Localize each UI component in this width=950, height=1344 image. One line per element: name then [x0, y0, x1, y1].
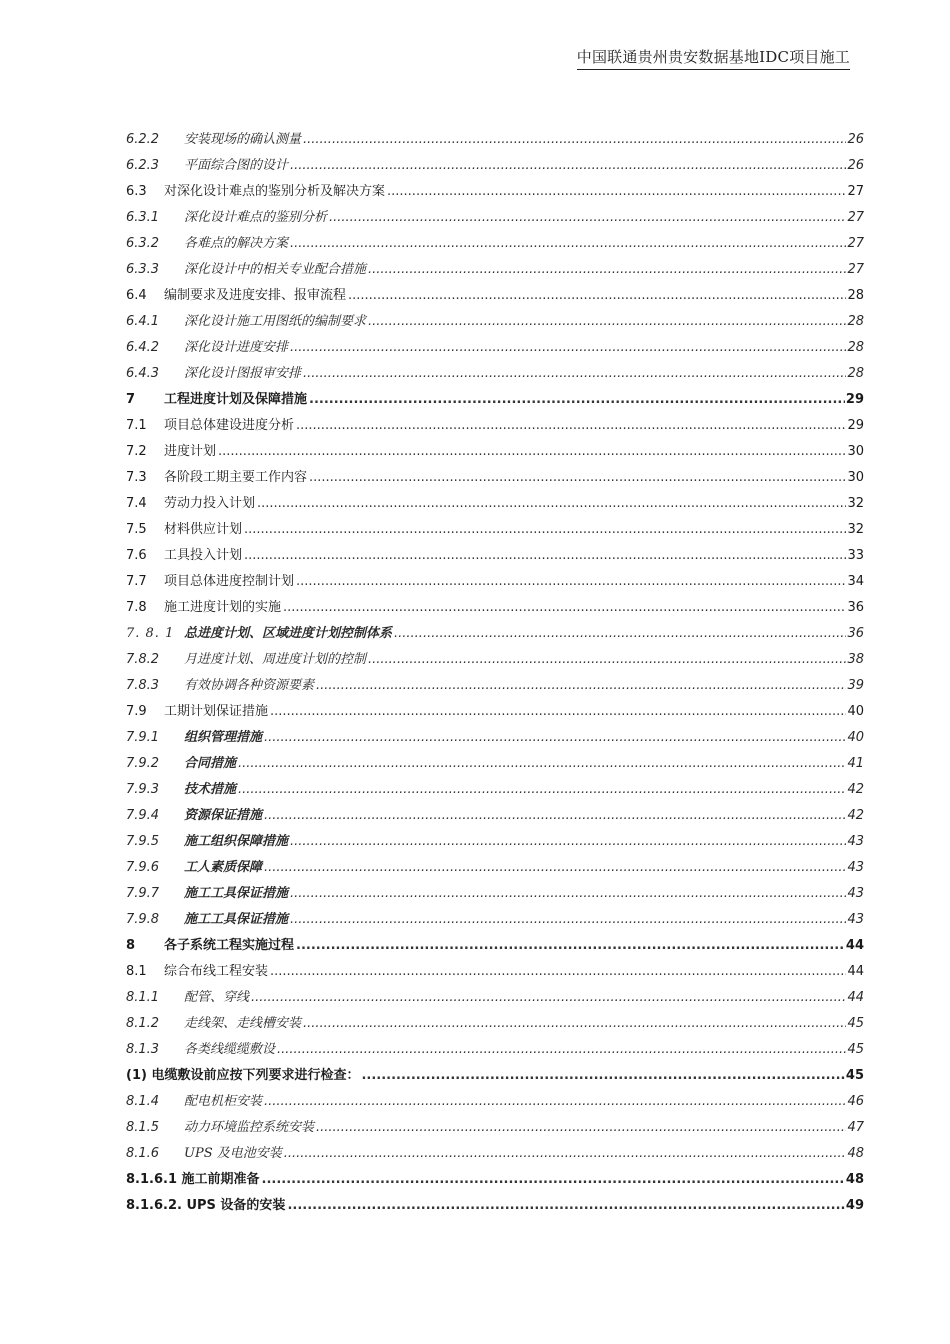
toc-dot-leader — [284, 1141, 847, 1167]
toc-entry-number: 7.9.4 — [126, 808, 160, 823]
toc-entry-number: 7.8.3 — [126, 678, 160, 693]
toc-entry-page-number: 48 — [845, 1172, 864, 1187]
toc-entry-title: 安装现场的确认测量 — [184, 132, 302, 147]
toc-entry-number: 8.1 — [126, 964, 147, 979]
toc-dot-leader — [290, 881, 846, 907]
toc-entry-number: 6.4.3 — [126, 366, 160, 381]
toc-entry[interactable] — [126, 335, 864, 361]
toc-entry[interactable] — [126, 1193, 864, 1219]
toc-entry-page-number: 45 — [847, 1016, 864, 1031]
toc-entry[interactable] — [126, 543, 864, 569]
toc-entry-number: 7.9.7 — [126, 886, 160, 901]
toc-dot-leader — [368, 647, 846, 673]
toc-entry-number: 8.1.3 — [126, 1042, 160, 1057]
toc-dot-leader — [368, 257, 846, 283]
toc-entry[interactable] — [126, 803, 864, 829]
toc-entry-title: UPS 及电池安装 — [184, 1146, 282, 1161]
toc-entry-title: 工具投入计划 — [164, 548, 243, 563]
toc-entry-page-number: 33 — [847, 548, 864, 563]
toc-entry-title: 合同措施 — [184, 756, 237, 771]
toc-dot-leader — [287, 1193, 844, 1219]
toc-entry[interactable] — [126, 153, 864, 179]
toc-entry-title: 工人素质保障 — [184, 860, 263, 875]
toc-entry-page-number: 45 — [845, 1068, 864, 1083]
toc-entry-page-number: 34 — [847, 574, 864, 589]
toc-dot-leader — [309, 465, 846, 491]
toc-dot-leader — [296, 413, 846, 439]
toc-dot-leader — [387, 179, 846, 205]
toc-entry-page-number: 30 — [847, 444, 864, 459]
toc-entry-number: 7.5 — [126, 522, 147, 537]
toc-entry-number: 7.3 — [126, 470, 147, 485]
toc-dot-leader — [361, 1063, 844, 1089]
toc-entry[interactable] — [126, 491, 864, 517]
toc-entry[interactable] — [126, 881, 864, 907]
toc-entry-page-number: 28 — [847, 288, 864, 303]
toc-entry-title: 工程进度计划及保障措施 — [164, 392, 308, 407]
toc-entry-title: 配管、穿线 — [184, 990, 250, 1005]
toc-dot-leader — [329, 205, 846, 231]
page-header: 中国联通贵州贵安数据基地IDC项目施工 — [577, 46, 850, 70]
toc-entry[interactable] — [126, 673, 864, 699]
toc-entry[interactable] — [126, 595, 864, 621]
toc-entry-number: 6.3.1 — [126, 210, 160, 225]
toc-entry-title: 深化设计中的相关专业配合措施 — [184, 262, 367, 277]
toc-entry-number: 8.1.1 — [126, 990, 160, 1005]
toc-entry[interactable] — [126, 257, 864, 283]
toc-entry[interactable] — [126, 985, 864, 1011]
toc-entry-number: 8.1.5 — [126, 1120, 160, 1135]
toc-entry-number: 7.7 — [126, 574, 147, 589]
toc-entry-title: 编制要求及进度安排、报审流程 — [164, 288, 347, 303]
toc-entry-number: 6.2.2 — [126, 132, 160, 147]
toc-entry[interactable] — [126, 387, 864, 413]
toc-entry-title: 各难点的解决方案 — [184, 236, 289, 251]
toc-entry[interactable] — [126, 1115, 864, 1141]
toc-entry-page-number: 49 — [845, 1198, 864, 1213]
toc-entry-page-number: 38 — [847, 652, 864, 667]
toc-dot-leader — [264, 803, 846, 829]
toc-entry-number: 7.1 — [126, 418, 147, 433]
toc-dot-leader — [238, 777, 846, 803]
toc-entry-number: 7 — [126, 392, 136, 407]
toc-entry-page-number: 36 — [847, 600, 864, 615]
toc-dot-leader — [290, 907, 846, 933]
toc-entry-page-number: 27 — [847, 184, 864, 199]
toc-entry-page-number: 36 — [847, 626, 864, 641]
toc-entry-number: 7.2 — [126, 444, 147, 459]
toc-entry[interactable] — [126, 517, 864, 543]
toc-entry-page-number: 40 — [847, 730, 864, 745]
toc-entry-number: 7.9.3 — [126, 782, 160, 797]
toc-entry-page-number: 41 — [847, 756, 864, 771]
toc-entry-title: 施工工具保证措施 — [184, 912, 289, 927]
toc-entry-title: 深化设计图报审安排 — [184, 366, 302, 381]
toc-dot-leader — [290, 231, 846, 257]
toc-entry-page-number: 43 — [847, 912, 864, 927]
toc-dot-leader — [251, 985, 846, 1011]
toc-entry[interactable] — [126, 309, 864, 335]
toc-dot-leader — [303, 361, 846, 387]
toc-entry-number: 6.3.2 — [126, 236, 160, 251]
toc-entry-title: 动力环境监控系统安装 — [184, 1120, 315, 1135]
toc-entry-number: 7.8 — [126, 600, 147, 615]
toc-entry-title: 工期计划保证措施 — [164, 704, 269, 719]
toc-dot-leader — [264, 855, 846, 881]
toc-entry[interactable] — [126, 725, 864, 751]
toc-dot-leader — [316, 673, 846, 699]
toc-dot-leader — [277, 1037, 846, 1063]
toc-entry-title: 深化设计难点的鉴别分析 — [184, 210, 328, 225]
toc-entry-number: 7.8.2 — [126, 652, 160, 667]
toc-entry-title: 项目总体进度控制计划 — [164, 574, 295, 589]
toc-entry-title: 材料供应计划 — [164, 522, 243, 537]
toc-entry-number: 7. 8. 1 — [126, 626, 175, 641]
toc-entry-title: 各类线缆缆敷设 — [184, 1042, 276, 1057]
toc-dot-leader — [270, 699, 846, 725]
toc-entry-title: 劳动力投入计划 — [164, 496, 256, 511]
toc-entry-title: 各子系统工程实施过程 — [164, 938, 295, 953]
toc-entry-number: 8 — [126, 938, 136, 953]
toc-entry-title: 项目总体建设进度分析 — [164, 418, 295, 433]
toc-entry-page-number: 42 — [847, 808, 864, 823]
toc-entry-number: 7.9.8 — [126, 912, 160, 927]
toc-entry-number: 8.1.4 — [126, 1094, 160, 1109]
toc-entry-page-number: 43 — [847, 860, 864, 875]
toc-entry-number: 6.3 — [126, 184, 147, 199]
toc-entry-title: 对深化设计难点的鉴别分析及解决方案 — [164, 184, 386, 199]
toc-entry-number: 7.9 — [126, 704, 147, 719]
toc-entry[interactable] — [126, 829, 864, 855]
toc-entry-page-number: 43 — [847, 834, 864, 849]
toc-dot-leader — [303, 127, 846, 153]
toc-entry-number: 7.9.5 — [126, 834, 160, 849]
toc-entry-page-number: 32 — [847, 522, 864, 537]
toc-entry-title: 施工工具保证措施 — [184, 886, 289, 901]
toc-entry-number: 6.4.1 — [126, 314, 160, 329]
toc-entry[interactable] — [126, 855, 864, 881]
toc-entry[interactable] — [126, 465, 864, 491]
toc-entry-number: 8.1.6 — [126, 1146, 160, 1161]
toc-entry[interactable] — [126, 933, 864, 959]
toc-entry[interactable] — [126, 647, 864, 673]
toc-entry[interactable] — [126, 361, 864, 387]
toc-entry-title: 平面综合图的设计 — [184, 158, 289, 173]
toc-entry[interactable] — [126, 179, 864, 205]
toc-entry-page-number: 27 — [847, 210, 864, 225]
toc-entry-title: 技术措施 — [184, 782, 237, 797]
toc-entry-title: 综合布线工程安装 — [164, 964, 269, 979]
toc-entry[interactable] — [126, 205, 864, 231]
toc-entry-title: 8.1.6.2. UPS 设备的安装 — [126, 1198, 286, 1213]
toc-entry-page-number: 42 — [847, 782, 864, 797]
toc-entry-number: 6.2.3 — [126, 158, 160, 173]
toc-dot-leader — [257, 491, 846, 517]
toc-entry-page-number: 30 — [847, 470, 864, 485]
toc-dot-leader — [296, 569, 846, 595]
toc-dot-leader — [244, 517, 846, 543]
toc-dot-leader — [238, 751, 846, 777]
toc-entry[interactable] — [126, 127, 864, 153]
toc-dot-leader — [394, 621, 846, 647]
toc-entry[interactable] — [126, 699, 864, 725]
toc-entry-page-number: 43 — [847, 886, 864, 901]
toc-entry-page-number: 48 — [847, 1146, 864, 1161]
toc-entry-page-number: 27 — [847, 236, 864, 251]
toc-entry[interactable] — [126, 1011, 864, 1037]
toc-entry-title: 资源保证措施 — [184, 808, 263, 823]
toc-dot-leader — [262, 1167, 845, 1193]
toc-entry-number: 6.4 — [126, 288, 147, 303]
toc-entry-number: 6.4.2 — [126, 340, 160, 355]
toc-entry[interactable] — [126, 959, 864, 985]
toc-entry-page-number: 28 — [847, 366, 864, 381]
toc-entry[interactable] — [126, 1089, 864, 1115]
toc-entry-page-number: 26 — [847, 132, 864, 147]
toc-entry[interactable] — [126, 1063, 864, 1089]
toc-entry-number: 7.9.2 — [126, 756, 160, 771]
toc-entry-title: 有效协调各种资源要素 — [184, 678, 315, 693]
toc-entry-number: 7.9.1 — [126, 730, 160, 745]
toc-entry[interactable] — [126, 1167, 864, 1193]
table-of-contents — [126, 127, 864, 1219]
toc-entry-page-number: 47 — [847, 1120, 864, 1135]
toc-entry-title: 施工组织保障措施 — [184, 834, 289, 849]
toc-entry-number: 6.3.3 — [126, 262, 160, 277]
toc-entry-page-number: 28 — [847, 340, 864, 355]
toc-entry[interactable] — [126, 621, 864, 647]
toc-entry[interactable] — [126, 777, 864, 803]
toc-dot-leader — [218, 439, 846, 465]
toc-dot-leader — [303, 1011, 846, 1037]
toc-entry[interactable] — [126, 569, 864, 595]
toc-dot-leader — [316, 1115, 846, 1141]
toc-entry[interactable] — [126, 1141, 864, 1167]
toc-entry[interactable] — [126, 751, 864, 777]
toc-dot-leader — [368, 309, 846, 335]
toc-entry-page-number: 27 — [847, 262, 864, 277]
toc-entry-number: 8.1.2 — [126, 1016, 160, 1031]
toc-entry-title: 进度计划 — [164, 444, 217, 459]
toc-entry-page-number: 46 — [847, 1094, 864, 1109]
toc-entry-title: 深化设计进度安排 — [184, 340, 289, 355]
toc-entry-page-number: 44 — [845, 938, 864, 953]
toc-entry-page-number: 45 — [847, 1042, 864, 1057]
toc-dot-leader — [309, 387, 845, 413]
toc-entry-title: 配电机柜安装 — [184, 1094, 263, 1109]
toc-entry-title: 施工进度计划的实施 — [164, 600, 282, 615]
toc-dot-leader — [283, 595, 846, 621]
toc-entry[interactable] — [126, 413, 864, 439]
toc-entry-title: 总进度计划、区域进度计划控制体系 — [184, 626, 393, 641]
toc-entry-page-number: 44 — [847, 964, 864, 979]
toc-entry-title: 深化设计施工用图纸的编制要求 — [184, 314, 367, 329]
toc-entry-page-number: 29 — [845, 392, 864, 407]
toc-entry-number: 7.9.6 — [126, 860, 160, 875]
toc-entry[interactable] — [126, 439, 864, 465]
toc-dot-leader — [264, 1089, 846, 1115]
toc-entry-page-number: 29 — [847, 418, 864, 433]
toc-dot-leader — [290, 153, 846, 179]
toc-dot-leader — [290, 335, 846, 361]
toc-entry[interactable] — [126, 907, 864, 933]
toc-entry-number: 7.4 — [126, 496, 147, 511]
toc-entry-title: 各阶段工期主要工作内容 — [164, 470, 308, 485]
toc-entry-title: 8.1.6.1 施工前期准备 — [126, 1172, 260, 1187]
toc-entry[interactable] — [126, 231, 864, 257]
toc-entry-page-number: 44 — [847, 990, 864, 1005]
toc-dot-leader — [270, 959, 846, 985]
toc-entry-title: 组织管理措施 — [184, 730, 263, 745]
toc-dot-leader — [296, 933, 845, 959]
toc-entry[interactable] — [126, 1037, 864, 1063]
toc-entry-title: 月进度计划、周进度计划的控制 — [184, 652, 367, 667]
toc-entry-page-number: 28 — [847, 314, 864, 329]
toc-dot-leader — [244, 543, 846, 569]
toc-entry-page-number: 40 — [847, 704, 864, 719]
toc-dot-leader — [348, 283, 846, 309]
toc-entry-number: 7.6 — [126, 548, 147, 563]
toc-entry-page-number: 26 — [847, 158, 864, 173]
toc-entry-page-number: 32 — [847, 496, 864, 511]
toc-entry[interactable] — [126, 283, 864, 309]
toc-dot-leader — [290, 829, 846, 855]
toc-entry-title: 走线架、走线槽安装 — [184, 1016, 302, 1031]
toc-entry-page-number: 39 — [847, 678, 864, 693]
toc-entry-title: (1) 电缆敷设前应按下列要求进行检查： — [126, 1068, 360, 1083]
toc-dot-leader — [264, 725, 846, 751]
